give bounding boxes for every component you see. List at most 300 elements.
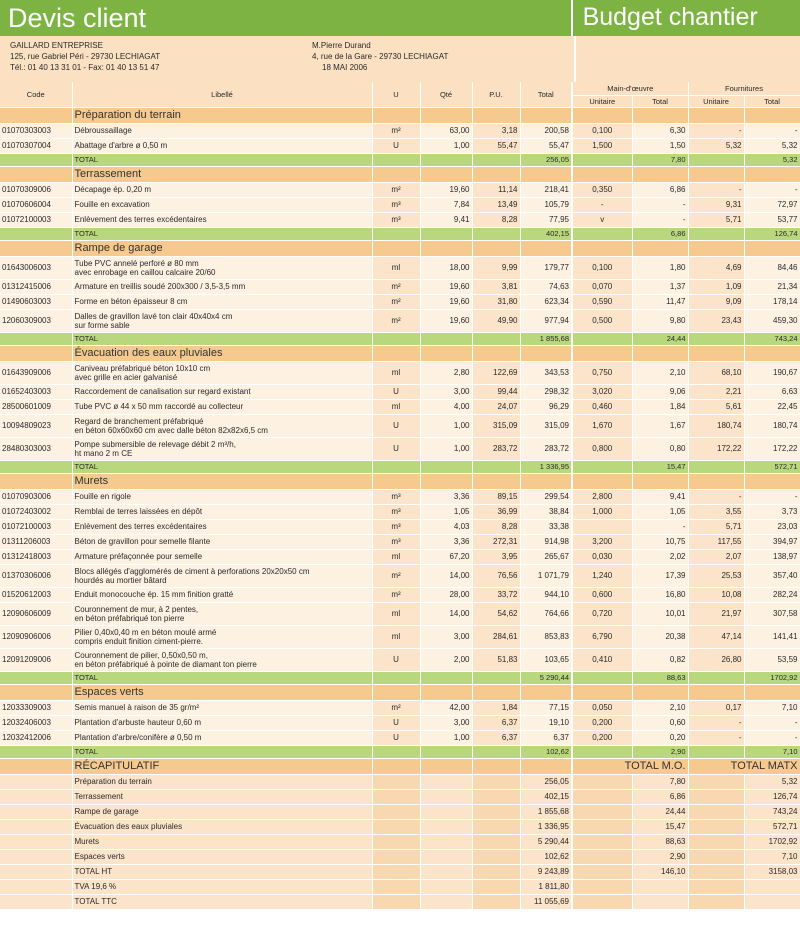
cell-qty: 3,36 [420, 534, 472, 549]
recap-label: Préparation du terrain [72, 774, 372, 789]
devis-table [0, 82, 800, 910]
cell-total: 55,47 [520, 138, 572, 153]
table-row [0, 489, 800, 504]
cell-mo-total: 16,80 [632, 587, 688, 602]
cell-code: 12060309003 [0, 309, 72, 332]
cell-unit-price: 24,07 [472, 399, 520, 414]
cell-qty: 1,00 [420, 730, 472, 745]
cell-total: 299,54 [520, 489, 572, 504]
recap-label: TOTAL HT [72, 864, 372, 879]
cell-fo-total: 172,22 [744, 437, 800, 460]
cell-mo-total: - [632, 197, 688, 212]
cell-unit: m² [372, 182, 420, 197]
cell-qty: 19,60 [420, 309, 472, 332]
cell-code: 10094809023 [0, 414, 72, 437]
section-title: Espaces verts [72, 684, 372, 700]
table-row [0, 123, 800, 138]
cell-unit: U [372, 730, 420, 745]
cell-fo-total: 53,77 [744, 212, 800, 227]
cell-mo-unitaire: 0,590 [572, 294, 632, 309]
title-budget-chantier: Budget chantier [573, 0, 800, 36]
cell-unit-price: 6,37 [472, 715, 520, 730]
cell-fo-unitaire: 117,55 [688, 534, 744, 549]
cell-qty: 3,00 [420, 625, 472, 648]
cell-libelle: Enlèvement des terres excédentaires [72, 519, 372, 534]
total-fo: 7,10 [744, 745, 800, 758]
cell-qty: 42,00 [420, 700, 472, 715]
cell-fo-unitaire: 47,14 [688, 625, 744, 648]
table-row [0, 197, 800, 212]
cell-libelle: Plantation d'arbuste hauteur 0,60 m [72, 715, 372, 730]
table-row [0, 519, 800, 534]
cell-unit: m³ [372, 519, 420, 534]
title-banner [0, 0, 800, 36]
cell-fo-total: 178,14 [744, 294, 800, 309]
recap-header [0, 758, 800, 774]
cell-fo-unitaire: 9,31 [688, 197, 744, 212]
cell-qty: 3,00 [420, 715, 472, 730]
table-row [0, 399, 800, 414]
cell-total: 200,58 [520, 123, 572, 138]
recap-fo: 743,24 [744, 804, 800, 819]
cell-mo-total: 1,67 [632, 414, 688, 437]
cell-total: 283,72 [520, 437, 572, 460]
table-row [0, 294, 800, 309]
col-fo-unitaire: Unitaire [688, 95, 744, 107]
cell-qty: 14,00 [420, 564, 472, 587]
recap-row [0, 789, 800, 804]
recap-label: Murets [72, 834, 372, 849]
recap-row [0, 849, 800, 864]
cell-fo-unitaire: 4,69 [688, 256, 744, 279]
cell-qty: 19,60 [420, 279, 472, 294]
cell-qty: 4,03 [420, 519, 472, 534]
cell-qty: 2,00 [420, 648, 472, 671]
recap-fo: 5,32 [744, 774, 800, 789]
recap-total: 11 055,69 [520, 894, 572, 909]
cell-libelle: Tube PVC ø 44 x 50 mm raccordé au collecteur [72, 399, 372, 414]
recap-label: Terrassement [72, 789, 372, 804]
cell-qty: 7,84 [420, 197, 472, 212]
total-fo: 5,32 [744, 153, 800, 166]
cell-libelle: Enduit monocouche ép. 15 mm finition gratté [72, 587, 372, 602]
cell-mo-unitaire: 0,800 [572, 437, 632, 460]
client-info [300, 36, 572, 82]
cell-unit-price: 51,83 [472, 648, 520, 671]
recap-label: Espaces verts [72, 849, 372, 864]
cell-fo-unitaire: 9,09 [688, 294, 744, 309]
col-main-oeuvre: Main-d'œuvre [572, 82, 688, 95]
section-header [0, 240, 800, 256]
cell-unit: ml [372, 256, 420, 279]
cell-fo-unitaire: 21,97 [688, 602, 744, 625]
cell-total: 977,94 [520, 309, 572, 332]
cell-mo-unitaire: 0,460 [572, 399, 632, 414]
recap-mo: 7,80 [632, 774, 688, 789]
cell-fo-total: 53,59 [744, 648, 800, 671]
cell-total: 74,63 [520, 279, 572, 294]
cell-mo-unitaire: 1,240 [572, 564, 632, 587]
cell-unit-price: 3,81 [472, 279, 520, 294]
cell-unit-price: 49,90 [472, 309, 520, 332]
cell-libelle: Abattage d'arbre ø 0,50 m [72, 138, 372, 153]
cell-mo-unitaire: 2,800 [572, 489, 632, 504]
total-amount: 5 290,44 [520, 671, 572, 684]
recap-fo [744, 894, 800, 909]
table-row [0, 602, 800, 625]
table-row [0, 414, 800, 437]
column-header-row [0, 82, 800, 95]
cell-mo-unitaire: 3,200 [572, 534, 632, 549]
section-title: Évacuation des eaux pluviales [72, 345, 372, 361]
cell-unit: m² [372, 587, 420, 602]
cell-fo-total: 5,32 [744, 138, 800, 153]
cell-fo-unitaire: 172,22 [688, 437, 744, 460]
section-total-row [0, 460, 800, 473]
cell-libelle: Pompe submersible de relevage débit 2 m³/h, ht mano 2 m CE [72, 437, 372, 460]
section-header [0, 345, 800, 361]
cell-total: 218,41 [520, 182, 572, 197]
address-block [0, 36, 800, 82]
recap-label: Rampe de garage [72, 804, 372, 819]
cell-unit-price: 3,18 [472, 123, 520, 138]
cell-total: 343,53 [520, 361, 572, 384]
table-row [0, 138, 800, 153]
cell-fo-unitaire: 1,09 [688, 279, 744, 294]
cell-unit: U [372, 384, 420, 399]
cell-qty: 19,60 [420, 182, 472, 197]
col-mo-unitaire: Unitaire [572, 95, 632, 107]
recap-mo-label: TOTAL M.O. [572, 758, 688, 774]
table-row [0, 700, 800, 715]
cell-mo-total: 1,84 [632, 399, 688, 414]
cell-mo-total: 2,02 [632, 549, 688, 564]
cell-mo-unitaire: 1,000 [572, 504, 632, 519]
recap-row [0, 819, 800, 834]
cell-fo-total: 459,30 [744, 309, 800, 332]
cell-total: 944,10 [520, 587, 572, 602]
recap-total: 402,15 [520, 789, 572, 804]
section-title: Préparation du terrain [72, 107, 372, 123]
cell-unit-price: 11,14 [472, 182, 520, 197]
table-row [0, 361, 800, 384]
section-total-row [0, 153, 800, 166]
cell-fo-total: 190,67 [744, 361, 800, 384]
cell-fo-unitaire: 2,07 [688, 549, 744, 564]
section-total-row [0, 745, 800, 758]
cell-mo-unitaire: 0,200 [572, 730, 632, 745]
company-phone: Tél.: 01 40 13 31 01 - Fax: 01 40 13 51 47 [10, 63, 160, 72]
cell-total: 764,66 [520, 602, 572, 625]
table-row [0, 437, 800, 460]
total-mo: 6,86 [632, 227, 688, 240]
col-u: U [372, 82, 420, 107]
total-label: TOTAL [72, 332, 372, 345]
cell-code: 01643909006 [0, 361, 72, 384]
cell-code: 28500601009 [0, 399, 72, 414]
cell-mo-unitaire: 0,070 [572, 279, 632, 294]
cell-fo-total: 84,46 [744, 256, 800, 279]
cell-fo-unitaire: 3,55 [688, 504, 744, 519]
cell-mo-total: 1,80 [632, 256, 688, 279]
cell-unit: m³ [372, 504, 420, 519]
cell-unit-price: 272,31 [472, 534, 520, 549]
cell-qty: 63,00 [420, 123, 472, 138]
cell-unit: m² [372, 123, 420, 138]
cell-code: 01070307004 [0, 138, 72, 153]
table-row [0, 384, 800, 399]
cell-libelle: Armature en treillis soudé 200x300 / 3,5-3,5 mm [72, 279, 372, 294]
recap-label: TOTAL TTC [72, 894, 372, 909]
cell-total: 19,10 [520, 715, 572, 730]
recap-total: 256,05 [520, 774, 572, 789]
cell-libelle: Couronnement de mur, à 2 pentes, en béton préfabriqué ton pierre [72, 602, 372, 625]
cell-qty: 3,36 [420, 489, 472, 504]
cell-libelle: Forme en béton épaisseur 8 cm [72, 294, 372, 309]
cell-mo-unitaire [572, 519, 632, 534]
recap-fo [744, 879, 800, 894]
cell-libelle: Caniveau préfabriqué béton 10x10 cm avec grille en acier galvanisé [72, 361, 372, 384]
recap-mo: 146,10 [632, 864, 688, 879]
section-total-row [0, 227, 800, 240]
cell-unit-price: 99,44 [472, 384, 520, 399]
table-row [0, 587, 800, 602]
cell-total: 96,29 [520, 399, 572, 414]
cell-qty: 1,05 [420, 504, 472, 519]
total-label: TOTAL [72, 745, 372, 758]
cell-fo-total: 22,45 [744, 399, 800, 414]
quote-date: 18 MAI 2006 [322, 63, 368, 72]
cell-unit-price: 6,37 [472, 730, 520, 745]
total-mo: 2,90 [632, 745, 688, 758]
cell-code: 01520612003 [0, 587, 72, 602]
cell-fo-total: 357,40 [744, 564, 800, 587]
recap-title: RÉCAPITULATIF [72, 758, 372, 774]
cell-qty: 4,00 [420, 399, 472, 414]
cell-libelle: Décapage ép. 0,20 m [72, 182, 372, 197]
table-row [0, 715, 800, 730]
cell-qty: 28,00 [420, 587, 472, 602]
table-row [0, 625, 800, 648]
cell-mo-unitaire: 0,200 [572, 715, 632, 730]
cell-mo-total: 0,60 [632, 715, 688, 730]
cell-code: 12032412006 [0, 730, 72, 745]
total-mo: 88,63 [632, 671, 688, 684]
cell-code: 12091209006 [0, 648, 72, 671]
recap-total: 5 290,44 [520, 834, 572, 849]
recap-mo [632, 894, 688, 909]
cell-fo-unitaire: 0,17 [688, 700, 744, 715]
cell-total: 105,79 [520, 197, 572, 212]
total-amount: 1 336,95 [520, 460, 572, 473]
cell-mo-unitaire: 6,790 [572, 625, 632, 648]
cell-unit: ml [372, 361, 420, 384]
cell-total: 179,77 [520, 256, 572, 279]
recap-total: 102,62 [520, 849, 572, 864]
cell-code: 12090906006 [0, 625, 72, 648]
cell-unit-price: 36,99 [472, 504, 520, 519]
cell-mo-total: 9,80 [632, 309, 688, 332]
cell-fo-unitaire: 23,43 [688, 309, 744, 332]
total-amount: 102,62 [520, 745, 572, 758]
cell-code: 28480303003 [0, 437, 72, 460]
total-mo: 15,47 [632, 460, 688, 473]
cell-libelle: Semis manuel à raison de 35 gr/m² [72, 700, 372, 715]
cell-qty: 1,00 [420, 414, 472, 437]
cell-mo-total: 0,82 [632, 648, 688, 671]
company-name: GAILLARD ENTREPRISE [10, 41, 103, 50]
cell-fo-unitaire: 25,53 [688, 564, 744, 587]
section-total-row [0, 671, 800, 684]
cell-unit: ml [372, 625, 420, 648]
cell-total: 623,34 [520, 294, 572, 309]
cell-qty: 1,00 [420, 437, 472, 460]
cell-total: 38,84 [520, 504, 572, 519]
recap-row [0, 864, 800, 879]
cell-code: 01370306006 [0, 564, 72, 587]
cell-libelle: Armature préfaçonnée pour semelle [72, 549, 372, 564]
cell-fo-unitaire: 5,61 [688, 399, 744, 414]
cell-total: 853,83 [520, 625, 572, 648]
cell-code: 01070903006 [0, 489, 72, 504]
cell-unit-price: 33,72 [472, 587, 520, 602]
cell-fo-total: - [744, 715, 800, 730]
section-title: Terrassement [72, 166, 372, 182]
cell-unit: m³ [372, 534, 420, 549]
cell-unit: m² [372, 294, 420, 309]
cell-fo-unitaire: 5,71 [688, 519, 744, 534]
table-row [0, 549, 800, 564]
total-fo: 1702,92 [744, 671, 800, 684]
cell-unit: m² [372, 564, 420, 587]
cell-fo-total: - [744, 730, 800, 745]
section-header [0, 166, 800, 182]
total-label: TOTAL [72, 227, 372, 240]
cell-unit: ml [372, 602, 420, 625]
table-row [0, 534, 800, 549]
recap-row [0, 894, 800, 909]
cell-fo-unitaire: - [688, 489, 744, 504]
cell-libelle: Débroussaillage [72, 123, 372, 138]
total-fo: 743,24 [744, 332, 800, 345]
recap-label: TVA 19,6 % [72, 879, 372, 894]
cell-total: 265,67 [520, 549, 572, 564]
cell-mo-total: 1,50 [632, 138, 688, 153]
cell-libelle: Remblai de terres laissées en dépôt [72, 504, 372, 519]
cell-unit-price: 122,69 [472, 361, 520, 384]
col-fournitures: Fournitures [688, 82, 800, 95]
cell-fo-total: 6,63 [744, 384, 800, 399]
cell-unit: U [372, 414, 420, 437]
recap-fo: 572,71 [744, 819, 800, 834]
recap-mo: 24,44 [632, 804, 688, 819]
cell-total: 77,95 [520, 212, 572, 227]
total-amount: 1 855,68 [520, 332, 572, 345]
table-row [0, 256, 800, 279]
recap-row [0, 804, 800, 819]
cell-qty: 18,00 [420, 256, 472, 279]
cell-fo-unitaire: 68,10 [688, 361, 744, 384]
table-row [0, 309, 800, 332]
recap-mo [632, 879, 688, 894]
cell-fo-total: 7,10 [744, 700, 800, 715]
cell-code: 01311206003 [0, 534, 72, 549]
total-label: TOTAL [72, 460, 372, 473]
recap-label: Évacuation des eaux pluviales [72, 819, 372, 834]
col-libelle: Libellé [72, 82, 372, 107]
cell-mo-total: 0,80 [632, 437, 688, 460]
cell-mo-total: 1,05 [632, 504, 688, 519]
cell-mo-unitaire: 0,410 [572, 648, 632, 671]
cell-libelle: Regard de branchement préfabriqué en béton 60x60x60 cm avec dalle béton 82x82x6,5 cm [72, 414, 372, 437]
cell-code: 01643006003 [0, 256, 72, 279]
cell-mo-total: 2,10 [632, 700, 688, 715]
section-title: Murets [72, 473, 372, 489]
cell-code: 01070303003 [0, 123, 72, 138]
col-code: Code [0, 82, 72, 107]
cell-mo-total: 6,86 [632, 182, 688, 197]
cell-unit: m² [372, 700, 420, 715]
recap-mo: 88,63 [632, 834, 688, 849]
company-address: 125, rue Gabriel Péri - 29730 LECHIAGAT [10, 52, 161, 61]
cell-fo-unitaire: 180,74 [688, 414, 744, 437]
recap-fo: 7,10 [744, 849, 800, 864]
cell-total: 1 071,79 [520, 564, 572, 587]
cell-unit: m² [372, 279, 420, 294]
company-info [0, 36, 300, 82]
table-row [0, 279, 800, 294]
title-devis-client: Devis client [0, 0, 571, 36]
cell-mo-unitaire: 0,050 [572, 700, 632, 715]
cell-qty: 2,80 [420, 361, 472, 384]
total-amount: 256,05 [520, 153, 572, 166]
cell-total: 315,09 [520, 414, 572, 437]
total-amount: 402,15 [520, 227, 572, 240]
cell-fo-total: 394,97 [744, 534, 800, 549]
cell-mo-unitaire: - [572, 197, 632, 212]
cell-mo-total: 2,10 [632, 361, 688, 384]
cell-mo-total: 1,37 [632, 279, 688, 294]
cell-unit: U [372, 437, 420, 460]
cell-libelle: Pilier 0,40x0,40 m en béton moulé armé compris enduit finition ciment-pierre. [72, 625, 372, 648]
cell-fo-unitaire: 10,08 [688, 587, 744, 602]
cell-fo-total: 180,74 [744, 414, 800, 437]
cell-fo-unitaire: 26,80 [688, 648, 744, 671]
recap-total: 1 811,80 [520, 879, 572, 894]
col-total: Total [520, 82, 572, 107]
recap-mo: 2,90 [632, 849, 688, 864]
recap-mo: 6,86 [632, 789, 688, 804]
cell-unit-price: 283,72 [472, 437, 520, 460]
cell-fo-unitaire: 2,21 [688, 384, 744, 399]
cell-mo-unitaire: 0,720 [572, 602, 632, 625]
cell-code: 01490603003 [0, 294, 72, 309]
total-fo: 126,74 [744, 227, 800, 240]
cell-unit-price: 76,56 [472, 564, 520, 587]
cell-qty: 14,00 [420, 602, 472, 625]
cell-unit: ml [372, 549, 420, 564]
cell-libelle: Fouille en rigole [72, 489, 372, 504]
cell-fo-total: 307,58 [744, 602, 800, 625]
cell-mo-unitaire: 3,020 [572, 384, 632, 399]
recap-fo: 3158,03 [744, 864, 800, 879]
section-header [0, 684, 800, 700]
cell-unit-price: 55,47 [472, 138, 520, 153]
cell-code: 01072100003 [0, 212, 72, 227]
cell-code: 01312415006 [0, 279, 72, 294]
cell-unit: U [372, 648, 420, 671]
client-address: 4, rue de la Gare - 29730 LECHIAGAT [312, 52, 449, 61]
